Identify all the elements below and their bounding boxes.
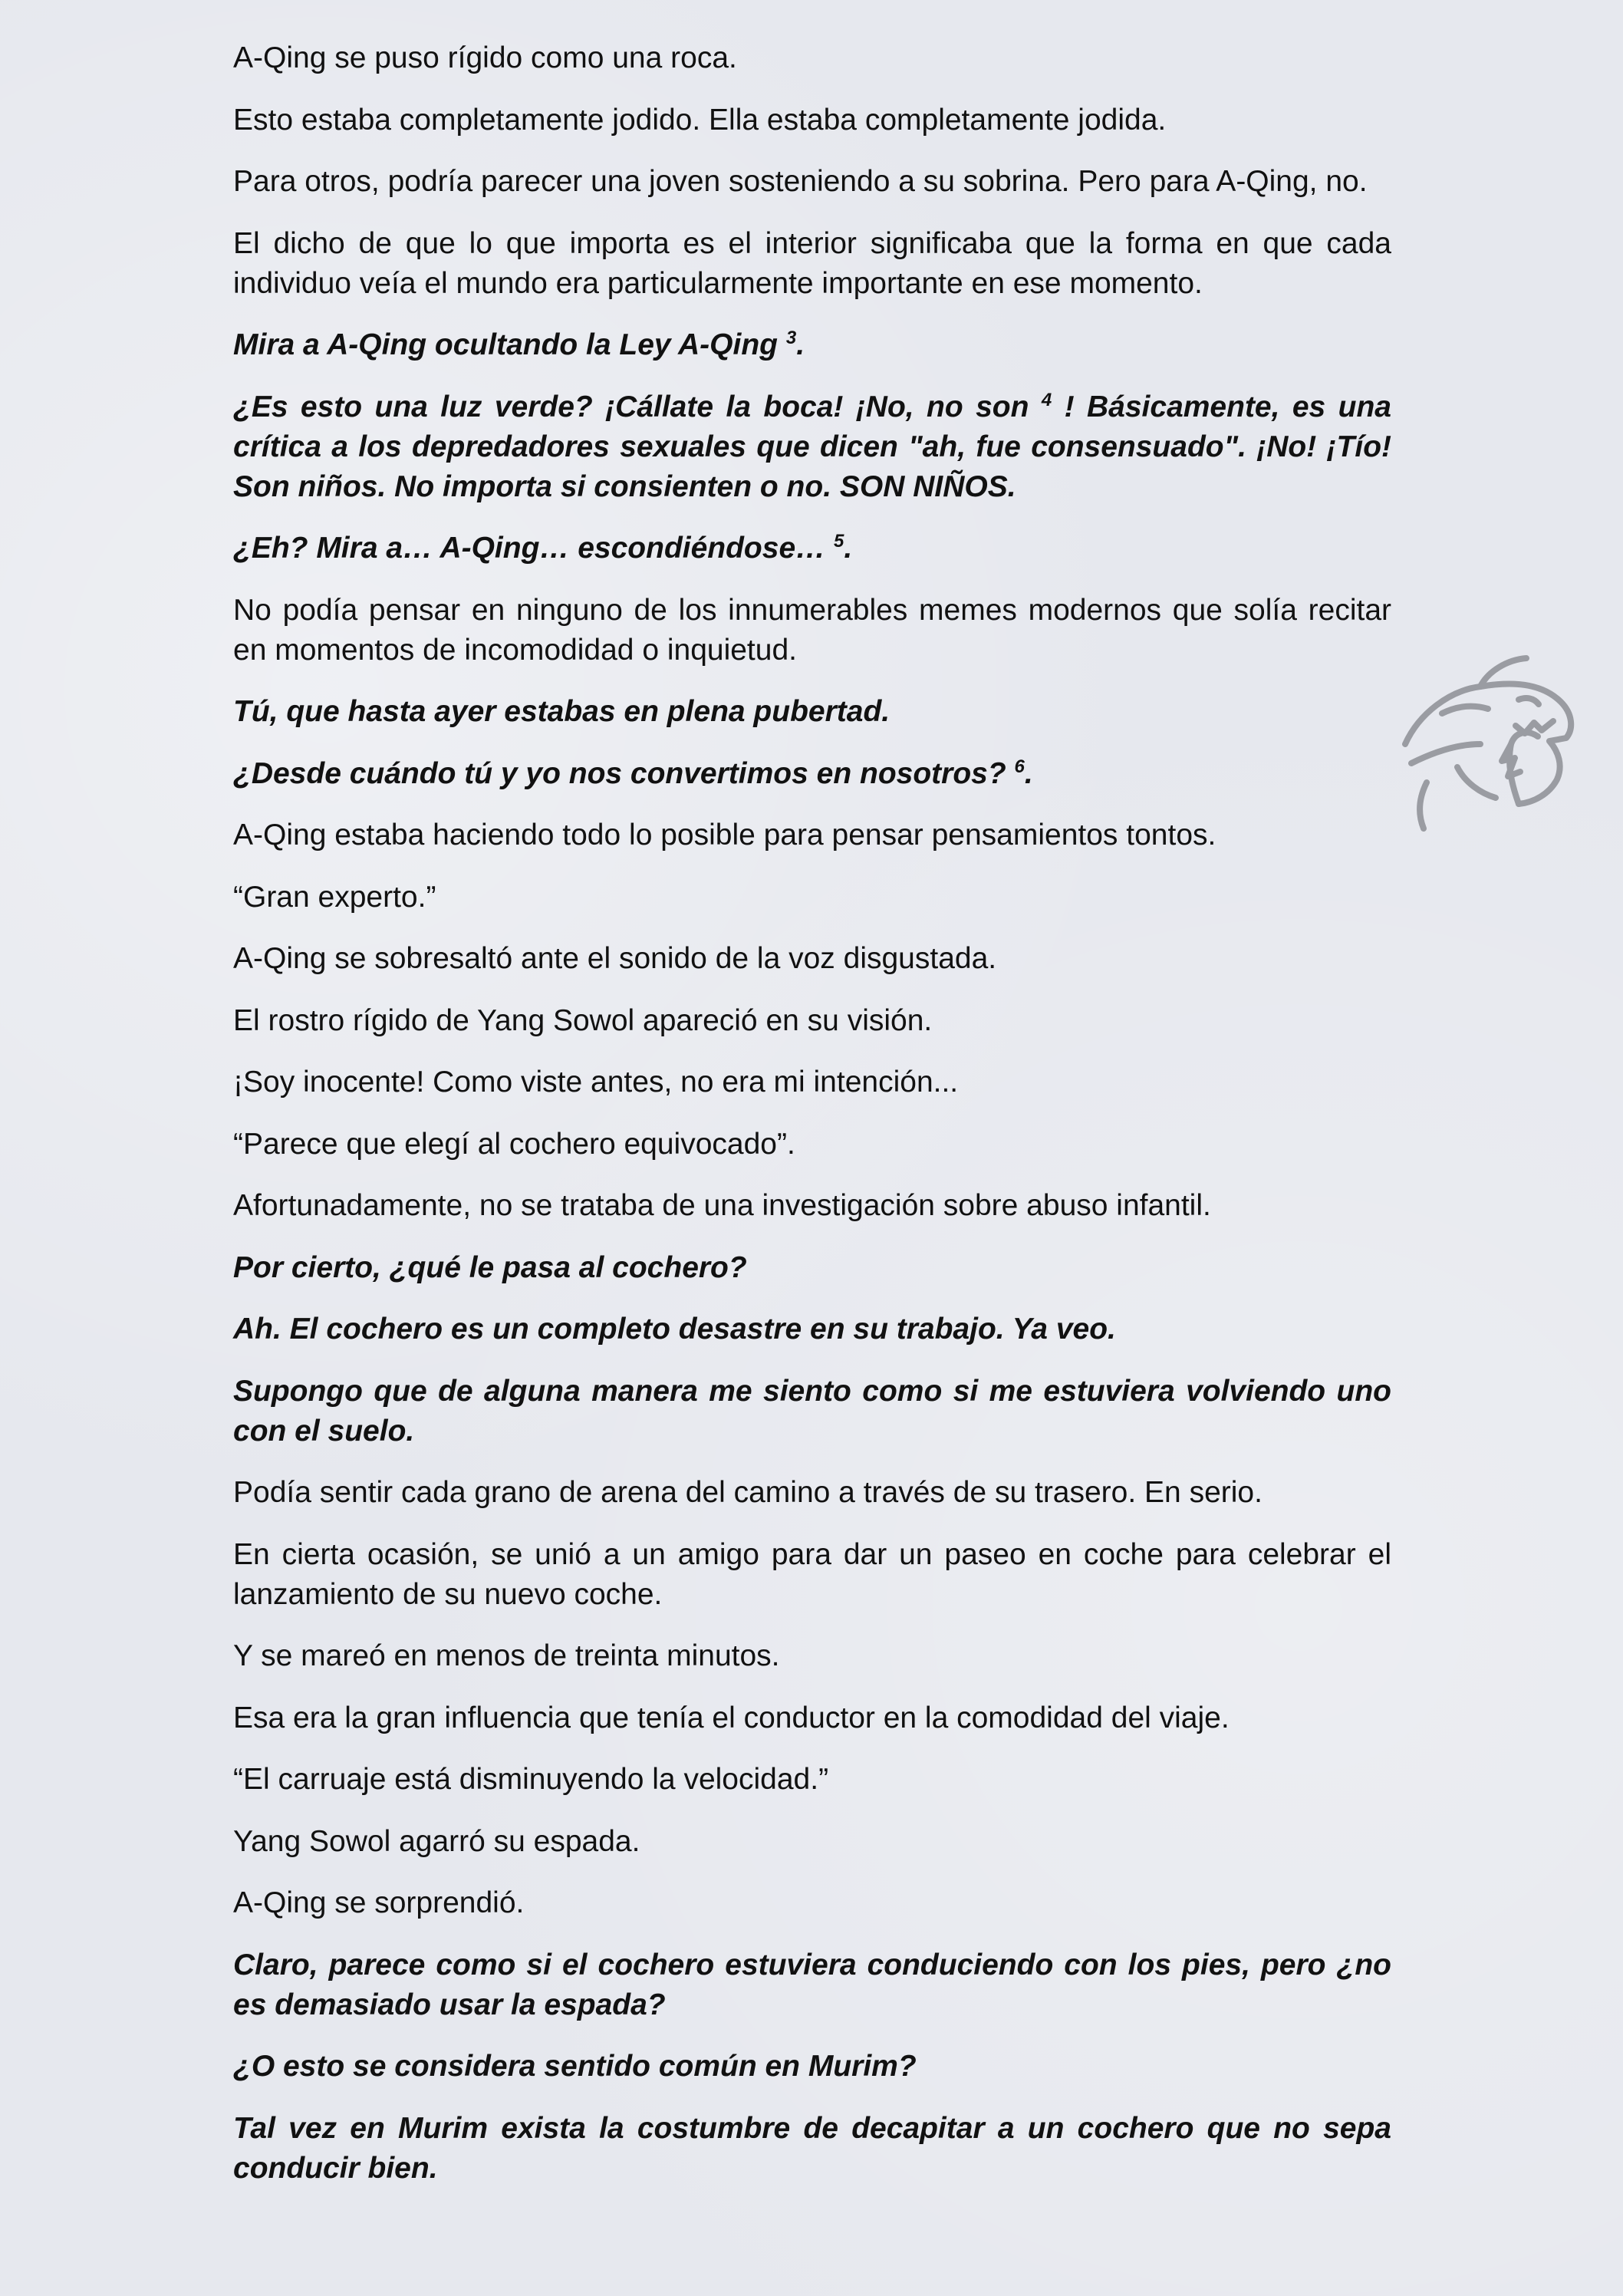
paragraph <box>233 1001 1391 1041</box>
paragraph-text: No podía pensar en ninguno de los innumerables memes modernos que solía recitar en momentos de incomodidad o inquietud. <box>233 593 1391 667</box>
paragraph-text-continued: ! Básicamente, es una crítica a los depredadores sexuales que dicen "ah, fue consensuado". ¡No! ¡Tío! Son niños. No importa si consienten o no. SON NIÑOS. <box>233 390 1391 503</box>
paragraph-text: Esa era la gran influencia que tenía el conductor en la comodidad del viaje. <box>233 1701 1230 1734</box>
paragraph <box>233 2109 1391 2189</box>
paragraph-text: A-Qing se sobresaltó ante el sonido de la voz disgustada. <box>233 942 997 975</box>
paragraph <box>233 1636 1391 1676</box>
paragraph-text: ¿Es esto una luz verde? ¡Cállate la boca! ¡No, no son <box>233 390 1042 423</box>
paragraph <box>233 100 1391 140</box>
paragraph <box>233 939 1391 979</box>
paragraph <box>233 878 1391 917</box>
paragraph <box>233 1883 1391 1923</box>
paragraph-text: El dicho de que lo que importa es el interior significaba que la forma en que cada individuo veía el mundo era particularmente importante en ese momento. <box>233 226 1391 300</box>
paragraph-text: Por cierto, ¿qué le pasa al cochero? <box>233 1250 747 1284</box>
paragraph <box>233 1125 1391 1164</box>
paragraph <box>233 1186 1391 1226</box>
paragraph-text: ¿Desde cuándo tú y yo nos convertimos en nosotros? <box>233 756 1015 790</box>
paragraph <box>233 591 1391 670</box>
paragraph <box>233 1062 1391 1102</box>
paragraph <box>233 1473 1391 1513</box>
paragraph-text: Tú, que hasta ayer estabas en plena pubertad. <box>233 695 891 728</box>
footnote-marker[interactable]: 5 <box>833 531 844 552</box>
paragraph <box>233 325 1391 365</box>
paragraph-text: Podía sentir cada grano de arena del camino a través de su trasero. En serio. <box>233 1476 1263 1509</box>
dinosaur-head-icon <box>1396 629 1595 836</box>
footnote-marker[interactable]: 4 <box>1041 389 1052 410</box>
paragraph-text: Y se mareó en menos de treinta minutos. <box>233 1639 780 1672</box>
paragraph-text: Tal vez en Murim exista la costumbre de decapitar a un cochero que no sepa conducir bien. <box>233 2111 1391 2185</box>
paragraph-text-continued: . <box>796 328 805 361</box>
paragraph-text: Esto estaba completamente jodido. Ella estaba completamente jodida. <box>233 103 1167 137</box>
paragraph <box>233 387 1391 507</box>
paragraph <box>233 224 1391 304</box>
paragraph-text: “El carruaje está disminuyendo la velocidad.” <box>233 1763 829 1796</box>
paragraph-text-continued: . <box>844 532 853 565</box>
paragraph <box>233 2047 1391 2087</box>
paragraph-text: ¿Eh? Mira a… A-Qing… escondiéndose… <box>233 532 834 565</box>
paragraph-text: Mira a A-Qing ocultando la Ley A-Qing <box>233 328 786 361</box>
paragraph <box>233 38 1391 78</box>
paragraph-text: Afortunadamente, no se trataba de una investigación sobre abuso infantil. <box>233 1189 1211 1222</box>
footnote-marker[interactable]: 3 <box>785 328 797 348</box>
paragraph-text: Yang Sowol agarró su espada. <box>233 1824 640 1858</box>
paragraph <box>233 754 1391 794</box>
paragraph <box>233 815 1391 855</box>
paragraph-text: “Parece que elegí al cochero equivocado”. <box>233 1127 795 1161</box>
paragraph-text: El rostro rígido de Yang Sowol apareció en su visión. <box>233 1003 933 1037</box>
paragraph <box>233 1698 1391 1738</box>
paragraph <box>233 1372 1391 1451</box>
document-body <box>233 38 1391 2189</box>
paragraph-text: ¿O esto se considera sentido común en Murim? <box>233 2050 917 2083</box>
paragraph <box>233 529 1391 568</box>
paragraph <box>233 1248 1391 1288</box>
paragraph-text: A-Qing estaba haciendo todo lo posible para pensar pensamientos tontos. <box>233 819 1216 852</box>
paragraph <box>233 162 1391 202</box>
document-page <box>233 38 1391 2210</box>
paragraph-text: “Gran experto.” <box>233 880 436 914</box>
paragraph <box>233 1945 1391 2025</box>
paragraph-text: A-Qing se puso rígido como una roca. <box>233 41 737 74</box>
footnote-marker[interactable]: 6 <box>1014 756 1025 777</box>
paragraph <box>233 1535 1391 1615</box>
paragraph-text-continued: . <box>1024 756 1033 790</box>
paragraph-text: Para otros, podría parecer una joven sosteniendo a su sobrina. Pero para A-Qing, no. <box>233 165 1368 198</box>
paragraph-text: En cierta ocasión, se unió a un amigo para dar un paseo en coche para celebrar el lanzamiento de su nuevo coche. <box>233 1537 1391 1611</box>
paragraph <box>233 692 1391 732</box>
paragraph-text: ¡Soy inocente! Como viste antes, no era mi intención... <box>233 1066 959 1099</box>
paragraph-text: Supongo que de alguna manera me siento como si me estuviera volviendo uno con el suelo. <box>233 1374 1391 1448</box>
paragraph <box>233 1822 1391 1862</box>
paragraph-text: Ah. El cochero es un completo desastre en su trabajo. Ya veo. <box>233 1313 1116 1346</box>
paragraph <box>233 1760 1391 1800</box>
paragraph-text: A-Qing se sorprendió. <box>233 1886 525 1919</box>
paragraph <box>233 1309 1391 1349</box>
paragraph-text: Claro, parece como si el cochero estuviera conduciendo con los pies, pero ¿no es demasiado usar la espada? <box>233 1948 1391 2021</box>
